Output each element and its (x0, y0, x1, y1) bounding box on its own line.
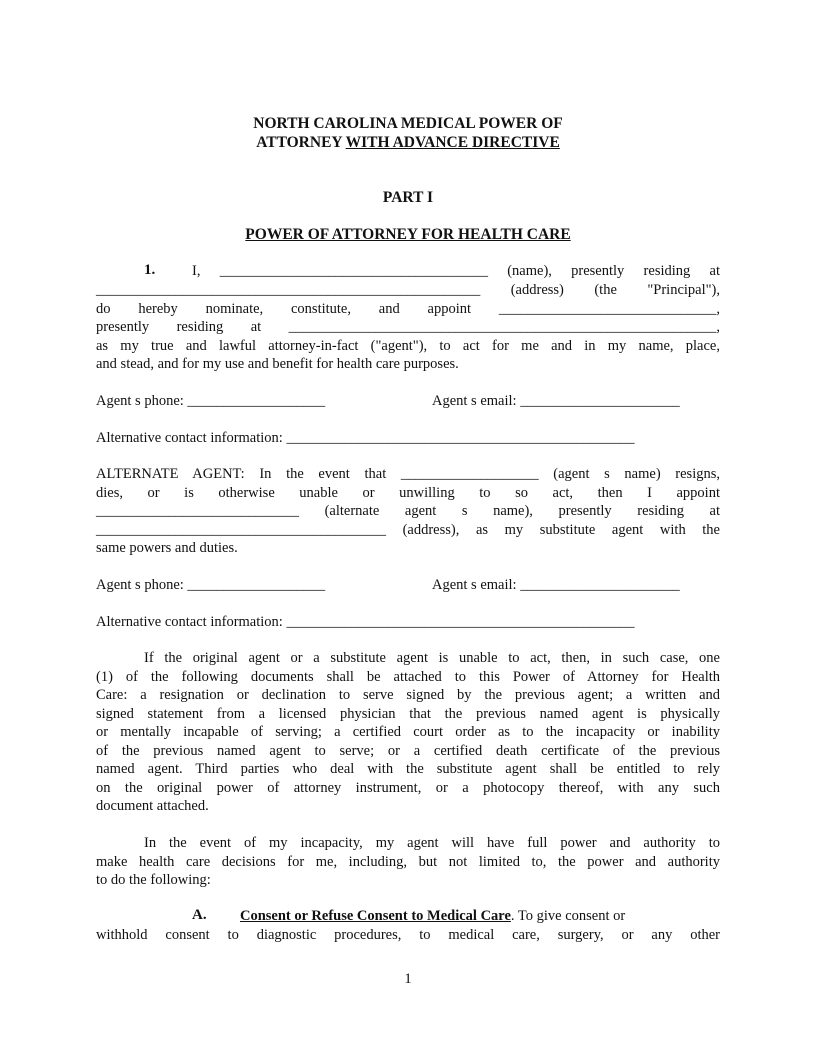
incapacity-paragraph-line: to do the following: (96, 872, 211, 888)
alternate-agent-line: ________________________________________ (address), as my substitute agent with the (96, 522, 720, 538)
substitute-paragraph-line: (1) of the following documents shall be attached to this Power of Attorney for Health (96, 669, 720, 685)
title-line2-underlined: WITH ADVANCE DIRECTIVE (345, 134, 560, 151)
document-title-line2 (0, 134, 816, 152)
substitute-paragraph-line: named agent. Third parties who deal with the substitute agent shall be entitled to rely (96, 761, 720, 777)
incapacity-paragraph-line: In the event of my incapacity, my agent will have full power and authority to (144, 835, 720, 851)
section1-line: _____________________________________________________ (address) (the "Principal"), (96, 282, 720, 298)
agent-email-field: Agent s email: ______________________ (432, 393, 680, 409)
alternate-agent-line: ALTERNATE AGENT: In the event that ___________________ (agent s name) resigns, (96, 466, 720, 482)
alternate-agent-line: same powers and duties. (96, 540, 238, 556)
section-heading: POWER OF ATTORNEY FOR HEALTH CARE (245, 226, 571, 243)
section1-line: do hereby nominate, constitute, and appoint ______________________________, (96, 301, 720, 317)
substitute-paragraph-line: signed statement from a licensed physician that the previous named agent is physically (96, 706, 720, 722)
page-number: 1 (404, 971, 412, 987)
alternate-email-field: Agent s email: ______________________ (432, 577, 680, 593)
part-heading: PART I (382, 189, 434, 206)
section-number: 1. (144, 262, 156, 278)
substitute-paragraph-line: document attached. (96, 798, 209, 814)
alternate-agent-line: dies, or is otherwise unable or unwilling to so act, then I appoint (96, 485, 720, 501)
substitute-paragraph-line: Care: a resignation or declination to serve signed by the previous agent; a written and (96, 687, 720, 703)
title-line2-plain: ATTORNEY (256, 134, 346, 151)
agent-alternative-contact-field: Alternative contact information: ________________________________________________ (96, 430, 635, 446)
section1-line: presently residing at ___________________________________________________________, (96, 319, 720, 335)
section1-line: and stead, and for my use and benefit for health care purposes. (96, 356, 459, 372)
incapacity-paragraph-line: make health care decisions for me, including, but not limited to, the power and authority (96, 854, 720, 870)
substitute-paragraph-line: of the previous named agent to serve; or a certified death certificate of the previous (96, 743, 720, 759)
alternate-agent-line: ____________________________ (alternate agent s name), presently residing at (96, 503, 720, 519)
alternate-phone-field: Agent s phone: ___________________ (96, 577, 326, 593)
alternate-alternative-contact-field: Alternative contact information: ________________________________________________ (96, 614, 635, 630)
section1-line: I, _____________________________________ (name), presently residing at (192, 263, 720, 279)
substitute-paragraph-line: If the original agent or a substitute agent is unable to act, then, in such case, one (144, 650, 720, 666)
clause-a-heading: Consent or Refuse Consent to Medical Care (240, 908, 511, 924)
section1-line: as my true and lawful attorney-in-fact ("agent"), to act for me and in my name, place, (96, 338, 720, 354)
agent-phone-field: Agent s phone: ___________________ (96, 393, 326, 409)
clause-a-line: withhold consent to diagnostic procedures, to medical care, surgery, or any other (96, 927, 720, 943)
clause-a-letter: A. (192, 907, 207, 923)
substitute-paragraph-line: on the original power of attorney instrument, or a photocopy thereof, with any such (96, 780, 720, 796)
document-title-line1: NORTH CAROLINA MEDICAL POWER OF (253, 115, 563, 132)
clause-a-heading-tail: . To give consent or (510, 908, 626, 924)
clause-a-first-line (240, 907, 720, 926)
substitute-paragraph-line: or mentally incapable of serving; a certified court order as to the incapacity or inability (96, 724, 720, 740)
